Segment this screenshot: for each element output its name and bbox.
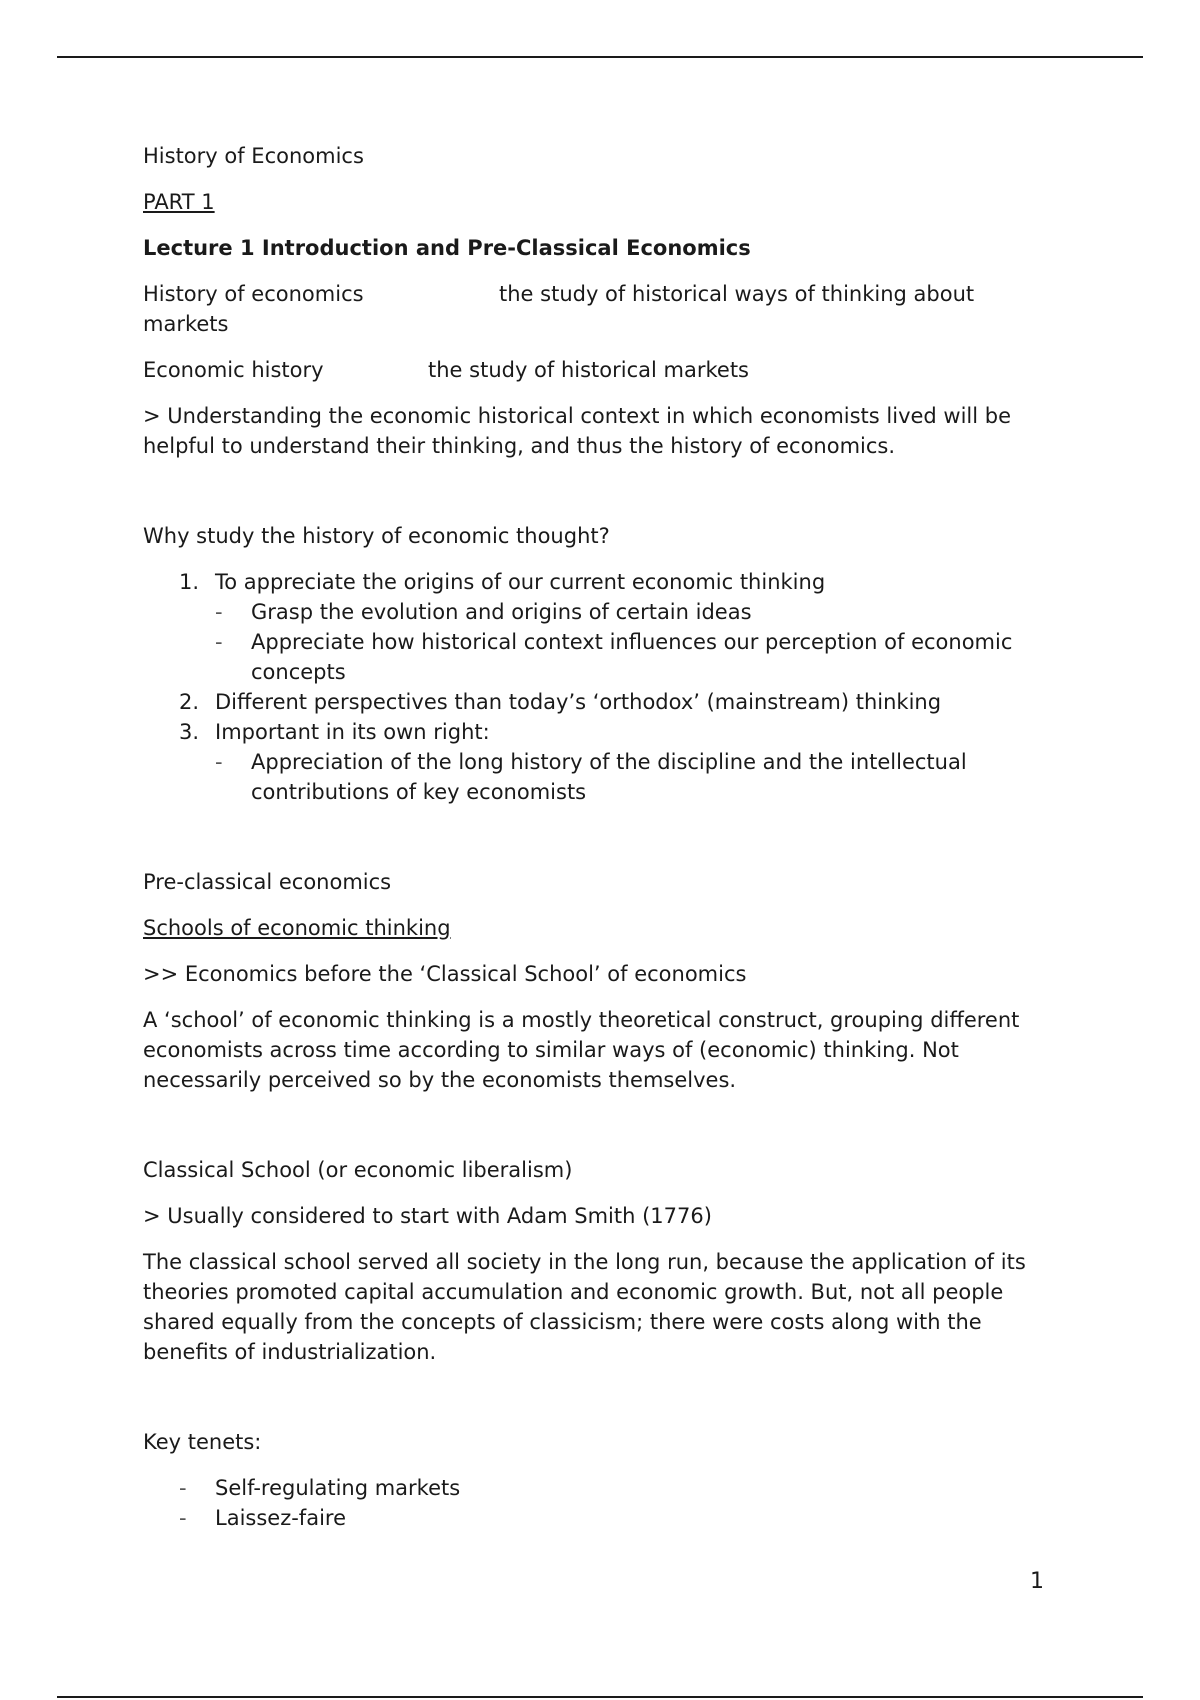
footer-rule xyxy=(57,1696,1143,1698)
tenet-text: Self-regulating markets xyxy=(215,1476,461,1500)
list-item xyxy=(143,1503,1063,1533)
list-item xyxy=(143,567,1063,687)
lecture-heading: Lecture 1 Introduction and Pre-Classical Economics xyxy=(143,236,751,260)
header-rule xyxy=(57,56,1143,58)
sub-list xyxy=(215,747,1063,807)
definition-text: the study of historical markets xyxy=(428,358,749,382)
definition-term: Economic history xyxy=(143,358,324,382)
list-item-text: Important in its own right: xyxy=(215,720,490,744)
dash-bullet: - xyxy=(179,1476,187,1500)
context-note: > Understanding the economic historical context in which economists lived will be helpful to understand their thinking, and thus the history of economics. xyxy=(143,404,1012,458)
definition-row xyxy=(143,355,1063,385)
sub-list-item xyxy=(215,597,1063,627)
list-item xyxy=(143,687,1063,717)
sub-list xyxy=(215,597,1063,687)
dash-bullet: - xyxy=(215,750,223,774)
schools-paragraph: A ‘school’ of economic thinking is a mostly theoretical construct, grouping different economists across time according to similar ways of (economic) thinking. Not necessarily perceived so by the economists themselves. xyxy=(143,1008,1020,1092)
tenets-heading: Key tenets: xyxy=(143,1430,262,1454)
part-label: PART 1 xyxy=(143,190,215,214)
list-item xyxy=(143,717,1063,807)
classical-note: > Usually considered to start with Adam Smith (1776) xyxy=(143,1204,712,1228)
tenets-list xyxy=(143,1473,1063,1533)
classical-paragraph: The classical school served all society in the long run, because the application of its theories promoted capital accumulation and economic growth. But, not all people shared equally from the concepts of classicism; there were costs along with the benefits of industrialization. xyxy=(143,1250,1026,1364)
schools-heading: Schools of economic thinking xyxy=(143,916,451,940)
list-number: 3. xyxy=(179,720,200,744)
list-number: 2. xyxy=(179,690,200,714)
page-number: 1 xyxy=(1030,1569,1044,1594)
dash-bullet: - xyxy=(215,630,223,654)
sub-list-item xyxy=(215,747,1063,807)
list-item xyxy=(143,1473,1063,1503)
sub-list-item xyxy=(215,627,1063,687)
sub-item-text: Appreciation of the long history of the discipline and the intellectual contributions of key economists xyxy=(251,750,967,804)
document-body xyxy=(143,141,1063,1533)
definition-text: the study of historical ways of thinking about markets xyxy=(143,282,975,336)
schools-note: >> Economics before the ‘Classical School’ of economics xyxy=(143,962,747,986)
why-heading: Why study the history of economic thought? xyxy=(143,524,610,548)
preclassical-heading: Pre-classical economics xyxy=(143,870,392,894)
definition-row xyxy=(143,279,1063,339)
list-item-text: To appreciate the origins of our current economic thinking xyxy=(215,570,826,594)
reasons-list xyxy=(143,567,1063,807)
list-number: 1. xyxy=(179,570,200,594)
sub-item-text: Appreciate how historical context influences our perception of economic concepts xyxy=(251,630,1013,684)
tenet-text: Laissez-faire xyxy=(215,1506,346,1530)
classical-heading: Classical School (or economic liberalism) xyxy=(143,1158,573,1182)
dash-bullet: - xyxy=(215,600,223,624)
dash-bullet: - xyxy=(179,1506,187,1530)
document-title: History of Economics xyxy=(143,144,364,168)
definition-term: History of economics xyxy=(143,282,364,306)
list-item-text: Different perspectives than today’s ‘orthodox’ (mainstream) thinking xyxy=(215,690,942,714)
sub-item-text: Grasp the evolution and origins of certain ideas xyxy=(251,600,752,624)
